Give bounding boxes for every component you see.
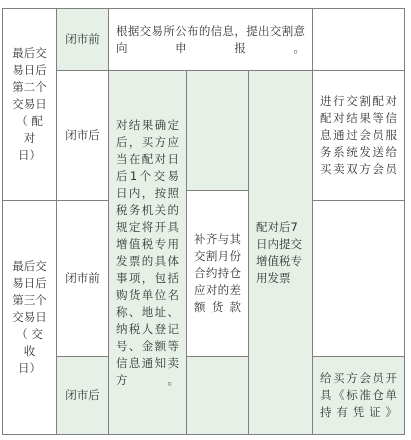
day-label-matching-day-text: 最后交 易日后 第二个 交易日 （ 配 对 日）: [12, 46, 47, 162]
delivery-schedule-table: [2, 8, 405, 435]
session-close-after-day3: [57, 357, 109, 435]
session-close-before-day3: [57, 201, 109, 357]
day-label-matching-day: [3, 9, 57, 201]
exchange-notice-text: 进行交割配对配对结果等信息通过会员服务系统发送给买卖双方会员: [320, 94, 398, 176]
session-close-after-day2: [57, 71, 109, 201]
buyer-info-cell: [109, 71, 187, 435]
warehouse-receipt-cell: [313, 357, 405, 435]
empty-cell: [313, 9, 405, 71]
day-label-settlement-day-text: 最后交 易日后 第三个 交易日 （ 交 收 日）: [12, 259, 47, 375]
price-difference-text: 补齐与其交割月份合约持仓应对的差额货款: [194, 232, 241, 314]
session-label: 闭市前: [65, 271, 100, 285]
empty-cell: [313, 201, 405, 357]
exchange-notice-cell: [313, 71, 405, 201]
intent-report-text: 根据交易所公布的信息，提出交割意向申报。: [116, 23, 306, 55]
empty-cell: [187, 357, 249, 435]
intent-report-cell: [109, 9, 313, 71]
day-label-settlement-day: [3, 201, 57, 435]
session-label: 闭市后: [65, 388, 100, 402]
session-label: 闭市前: [65, 32, 100, 46]
price-difference-cell: [187, 191, 249, 357]
empty-cell: [187, 71, 249, 191]
warehouse-receipt-text: 给买方会员开具《标准仓单持有凭证》: [320, 371, 398, 419]
vat-invoice-text: 配对后7日内提交增值税专用发票: [256, 219, 302, 285]
vat-invoice-cell: [249, 71, 313, 435]
session-close-before-day2: [57, 9, 109, 71]
buyer-info-text: 对结果确定后，买方应当在配对日后1个交易日内，按照税务机关的规定将开具增值税专用发票的具体事项，包括购货单位名称、地址、纳税人登记号、金额等信息通知卖方。: [116, 117, 179, 387]
session-label: 闭市后: [65, 128, 100, 142]
